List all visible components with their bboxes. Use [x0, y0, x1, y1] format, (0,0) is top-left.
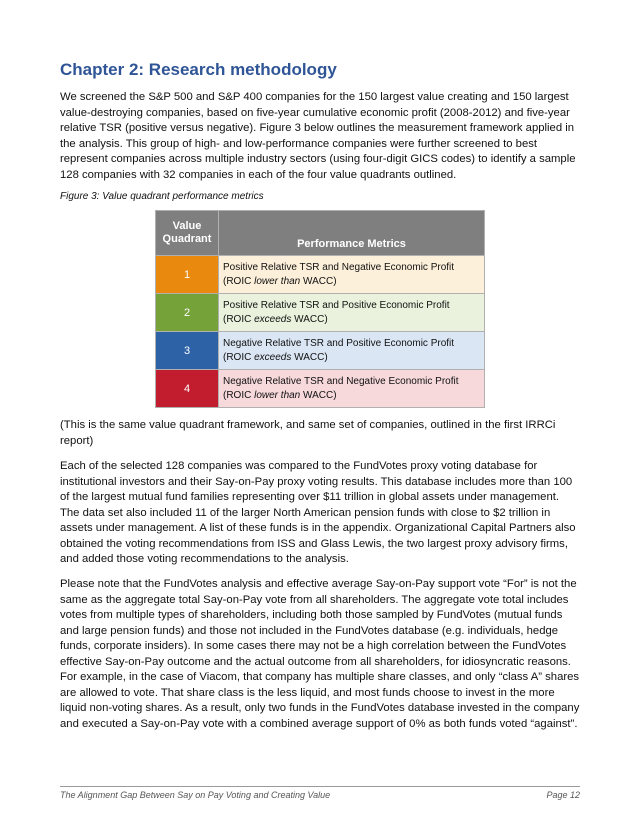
- roic-comparison: exceeds: [254, 351, 292, 363]
- value-quadrant-table: [155, 210, 485, 408]
- metric-line: Positive Relative TSR and Positive Economic Profit: [223, 299, 450, 311]
- paragraph-vote-caveat: Please note that the FundVotes analysis and effective average Say-on-Pay support vote “For” is not the same as the aggregate total Say-on-Pay vote from all shareholders. The aggregate vote total includes votes from multiple types of shareholders, including both those sampled by FundVotes (mutual funds and large pension funds) and those not included in the FundVotes database (e.g. individuals, hedge funds, corporate insiders). In some cases there may not be a high correlation between the FundVotes effective Say-on-Pay outcome and the actual outcome from all shareholders, for idiosyncratic reasons. For example, in the case of Viacom, that company has multiple share classes, and only “class A” shares are allowed to vote. That share class is the less liquid, and most funds choose to invest in the more liquid non-voting shares. As a result, only two funds in the FundVotes database invested in the company and executed a Say-on-Pay vote with a combined average support of 0% as both funds voted “against”.: [60, 578, 580, 730]
- header-performance-metrics: Performance Metrics: [219, 211, 485, 256]
- quadrant-description: [219, 256, 485, 294]
- quadrant-number: 3: [156, 332, 219, 370]
- roic-suffix: WACC): [300, 275, 337, 287]
- roic-suffix: WACC): [300, 389, 337, 401]
- chapter-title: Chapter 2: Research methodology: [60, 60, 337, 79]
- quadrant-row-1: [156, 256, 485, 294]
- roic-suffix: WACC): [291, 351, 328, 363]
- roic-comparison: exceeds: [254, 313, 292, 325]
- footer-page-number: Page 12: [546, 790, 580, 800]
- figure-caption: Figure 3: Value quadrant performance metrics: [60, 191, 264, 202]
- roic-comparison: lower than: [254, 275, 301, 287]
- paragraph-fundvotes-database: Each of the selected 128 companies was compared to the FundVotes proxy voting database for institutional investors and their Say-on-Pay proxy voting results. This database includes more than 100 of the largest mutual fund families representing over $11 trillion in global assets under management. The data set also included 11 of the larger North American pension funds with close to $2 trillion in assets under management. A list of these funds is in the appendix. Organizational Capital Partners also obtained the voting recommendations from ISS and Glass Lewis, the two largest proxy advisory firms, and added those voting recommendations to the analysis.: [60, 460, 576, 565]
- metric-line: Positive Relative TSR and Negative Economic Profit: [223, 261, 455, 273]
- table-header-row: [156, 211, 485, 256]
- roic-prefix: (ROIC: [223, 275, 255, 287]
- quadrant-row-4: [156, 370, 485, 408]
- footer-divider: [60, 786, 580, 787]
- roic-suffix: WACC): [291, 313, 328, 325]
- metric-line: Negative Relative TSR and Positive Economic Profit: [223, 337, 455, 349]
- quadrant-row-3: [156, 332, 485, 370]
- roic-prefix: (ROIC: [223, 313, 255, 325]
- header-value-quadrant: Value Quadrant: [156, 211, 219, 256]
- quadrant-description: [219, 294, 485, 332]
- paragraph-framework-note: (This is the same value quadrant framework, and same set of companies, outlined in the first IRRCi report): [60, 419, 556, 447]
- paragraph-screening: We screened the S&P 500 and S&P 400 companies for the 150 largest value creating and 150 largest value-destroying companies, based on five-year cumulative economic profit (2008-2012) and five-year relative TSR (positive versus negative). Figure 3 below outlines the measurement framework applied in the analysis. This group of high- and low-performance companies were further screened to best represent companies across multiple industry sectors (using four-digit GICS codes) to identify a sample 128 companies with 32 companies in each of the four value quadrants outlined.: [60, 91, 576, 181]
- quadrant-number: 1: [156, 256, 219, 294]
- quadrant-description: [219, 370, 485, 408]
- quadrant-description: [219, 332, 485, 370]
- footer-report-title: The Alignment Gap Between Say on Pay Voting and Creating Value: [60, 790, 331, 800]
- metric-line: Negative Relative TSR and Negative Economic Profit: [223, 375, 459, 387]
- quadrant-number: 4: [156, 370, 219, 408]
- roic-comparison: lower than: [254, 389, 301, 401]
- quadrant-number: 2: [156, 294, 219, 332]
- quadrant-row-2: [156, 294, 485, 332]
- roic-prefix: (ROIC: [223, 351, 255, 363]
- roic-prefix: (ROIC: [223, 389, 255, 401]
